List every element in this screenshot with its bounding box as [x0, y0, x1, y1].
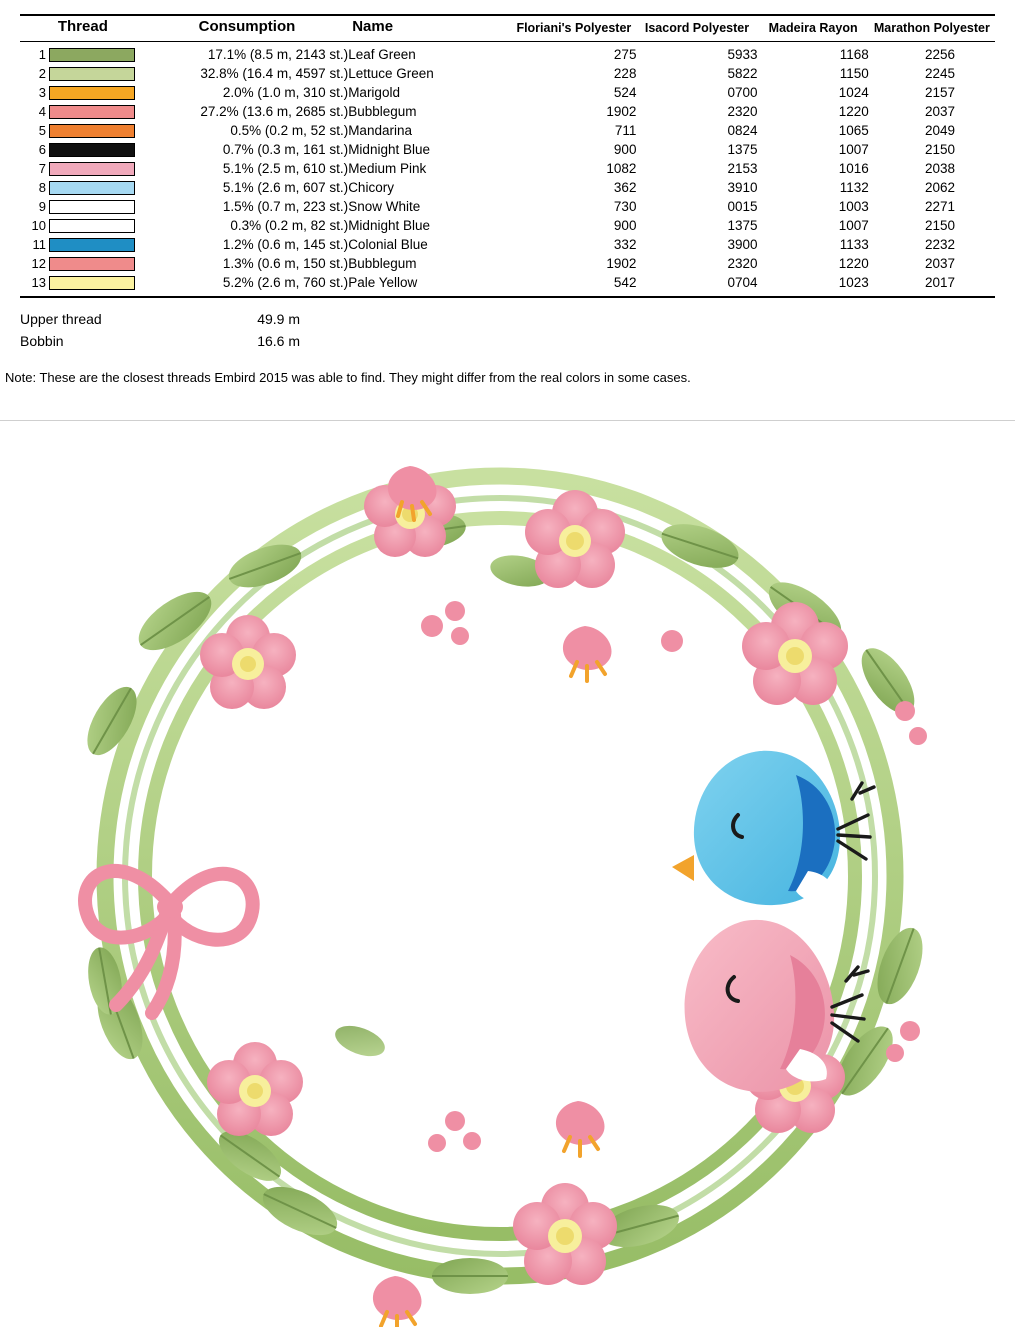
isacord-code: 3910: [727, 180, 758, 195]
floriani-code: 275: [613, 47, 637, 62]
upper-thread-value: 49.9 m: [257, 311, 300, 327]
thread-consumption: 5.1% (2.5 m, 610 st.): [222, 161, 349, 176]
floriani-code: 1902: [606, 104, 637, 119]
thread-name: Midnight Blue: [348, 142, 430, 157]
floriani-code: 1902: [606, 256, 637, 271]
table-row: [20, 42, 995, 65]
table-row: [20, 140, 995, 159]
col-header-thread: Thread: [57, 18, 108, 35]
marathon-code: 2150: [924, 142, 955, 157]
thread-index: 4: [38, 104, 46, 119]
thread-table: [20, 14, 995, 292]
thread-consumption: 5.2% (2.6 m, 760 st.): [222, 275, 349, 290]
table-top-rule: [20, 15, 995, 42]
isacord-code: 5933: [727, 47, 758, 62]
thread-consumption: 27.2% (13.6 m, 2685 st.): [200, 104, 349, 119]
thread-consumption: 1.2% (0.6 m, 145 st.): [222, 237, 349, 252]
thread-swatch-cell: [20, 140, 146, 159]
thread-consumption: 2.0% (1.0 m, 310 st.): [222, 85, 349, 100]
floriani-code: 524: [613, 85, 637, 100]
color-swatch: [49, 238, 135, 252]
thread-swatch-cell: [20, 216, 146, 235]
thread-name: Mandarina: [348, 123, 412, 138]
floriani-code: 362: [613, 180, 637, 195]
isacord-code: 0704: [727, 275, 758, 290]
marathon-code: 2245: [924, 66, 955, 81]
totals-section: [20, 308, 1015, 352]
marathon-code: 2150: [924, 218, 955, 233]
floriani-code: 730: [613, 199, 637, 214]
madeira-code: 1132: [839, 180, 869, 195]
thread-swatch-cell: [20, 197, 146, 216]
col-header-floriani: Floriani's Polyester: [516, 21, 632, 35]
color-swatch: [49, 219, 135, 233]
floriani-code: 900: [613, 218, 637, 233]
color-swatch: [49, 200, 135, 214]
color-swatch: [49, 48, 135, 62]
color-swatch: [49, 105, 135, 119]
note-text: Note: These are the closest threads Embird 2015 was able to find. They might differ from the real colors in some cases.: [5, 370, 691, 385]
color-swatch: [49, 86, 135, 100]
col-header-name: Name: [352, 18, 394, 35]
color-swatch: [49, 67, 135, 81]
marathon-code: 2038: [924, 161, 955, 176]
marathon-code: 2157: [924, 85, 955, 100]
upper-thread-label: Upper thread: [20, 311, 102, 327]
color-swatch: [49, 257, 135, 271]
thread-swatch-cell: [20, 254, 146, 273]
col-header-madeira: Madeira Rayon: [768, 21, 858, 35]
madeira-code: 1024: [838, 85, 869, 100]
marathon-code: 2049: [924, 123, 955, 138]
thread-index: 1: [38, 47, 46, 62]
isacord-code: 1375: [727, 218, 758, 233]
thread-index: 7: [38, 161, 46, 176]
col-header-marathon: Marathon Polyester: [873, 21, 990, 35]
floriani-code: 900: [613, 142, 637, 157]
thread-index: 9: [38, 199, 46, 214]
thread-consumption: 17.1% (8.5 m, 2143 st.): [207, 47, 349, 62]
thread-swatch-cell: [20, 64, 146, 83]
table-row: [20, 216, 995, 235]
madeira-code: 1220: [838, 256, 869, 271]
floriani-code: 332: [613, 237, 637, 252]
thread-swatch-cell: [20, 273, 146, 292]
thread-table-section: [0, 0, 1015, 298]
table-row: [20, 64, 995, 83]
thread-swatch-cell: [20, 121, 146, 140]
color-swatch: [49, 181, 135, 195]
thread-swatch-cell: [20, 83, 146, 102]
thread-name: Bubblegum: [348, 256, 417, 271]
isacord-code: 0015: [727, 199, 758, 214]
thread-index: 6: [38, 142, 46, 157]
madeira-code: 1007: [838, 218, 869, 233]
marathon-code: 2062: [924, 180, 955, 195]
isacord-code: 0700: [727, 85, 758, 100]
thread-consumption: 0.7% (0.3 m, 161 st.): [222, 142, 349, 157]
thread-index: 8: [38, 180, 46, 195]
thread-name: Midnight Blue: [348, 218, 430, 233]
table-row: [20, 273, 995, 292]
marathon-code: 2037: [924, 104, 955, 119]
embroidery-design-preview: [0, 420, 1015, 1328]
table-row: [20, 235, 995, 254]
color-swatch: [49, 276, 135, 290]
madeira-code: 1007: [838, 142, 869, 157]
table-row: [20, 197, 995, 216]
thread-name: Lettuce Green: [348, 66, 434, 81]
color-swatch: [49, 143, 135, 157]
isacord-code: 3900: [727, 237, 758, 252]
wreath-artwork: [0, 421, 1015, 1327]
bobbin-label: Bobbin: [20, 333, 64, 349]
upper-thread-row: [20, 308, 1015, 330]
table-row: [20, 83, 995, 102]
thread-name: Snow White: [348, 199, 421, 214]
color-swatch: [49, 124, 135, 138]
table-row: [20, 121, 995, 140]
madeira-code: 1150: [839, 66, 869, 81]
col-header-isacord: Isacord Polyester: [644, 21, 750, 35]
thread-index: 10: [31, 218, 46, 233]
table-row: [20, 254, 995, 273]
thread-index: 12: [31, 256, 46, 271]
thread-consumption: 1.3% (0.6 m, 150 st.): [222, 256, 349, 271]
thread-swatch-cell: [20, 235, 146, 254]
thread-consumption: 5.1% (2.6 m, 607 st.): [222, 180, 349, 195]
marathon-code: 2037: [924, 256, 955, 271]
thread-swatch-cell: [20, 42, 146, 65]
color-swatch: [49, 162, 135, 176]
thread-swatch-cell: [20, 102, 146, 121]
bobbin-row: [20, 330, 1015, 352]
marathon-code: 2232: [924, 237, 955, 252]
isacord-code: 2153: [727, 161, 758, 176]
isacord-code: 2320: [727, 256, 758, 271]
table-row: [20, 102, 995, 121]
floriani-code: 228: [613, 66, 637, 81]
thread-consumption: 32.8% (16.4 m, 4597 st.): [200, 66, 349, 81]
madeira-code: 1133: [839, 237, 869, 252]
marathon-code: 2256: [924, 47, 955, 62]
isacord-code: 1375: [727, 142, 758, 157]
marathon-code: 2017: [924, 275, 955, 290]
thread-swatch-cell: [20, 159, 146, 178]
isacord-code: 5822: [727, 66, 758, 81]
thread-index: 2: [38, 66, 46, 81]
floriani-code: 542: [613, 275, 637, 290]
madeira-code: 1065: [838, 123, 869, 138]
thread-name: Marigold: [348, 85, 400, 100]
thread-index: 11: [32, 237, 46, 252]
isacord-code: 0824: [727, 123, 758, 138]
floriani-code: 1082: [606, 161, 637, 176]
thread-table-body: [20, 42, 995, 293]
madeira-code: 1016: [838, 161, 869, 176]
madeira-code: 1003: [838, 199, 869, 214]
thread-name: Bubblegum: [348, 104, 417, 119]
thread-index: 3: [38, 85, 46, 100]
thread-name: Pale Yellow: [348, 275, 418, 290]
thread-consumption: 0.5% (0.2 m, 52 st.): [230, 123, 349, 138]
thread-consumption: 1.5% (0.7 m, 223 st.): [222, 199, 349, 214]
marathon-code: 2271: [924, 199, 955, 214]
floriani-code: 711: [614, 123, 637, 138]
table-row: [20, 159, 995, 178]
col-header-consumption: Consumption: [198, 18, 296, 35]
thread-name: Chicory: [348, 180, 394, 195]
thread-consumption: 0.3% (0.2 m, 82 st.): [230, 218, 349, 233]
madeira-code: 1023: [838, 275, 869, 290]
thread-table-head: [20, 15, 995, 42]
thread-name: Medium Pink: [348, 161, 427, 176]
thread-swatch-cell: [20, 178, 146, 197]
bobbin-value: 16.6 m: [257, 333, 300, 349]
thread-name: Colonial Blue: [348, 237, 428, 252]
madeira-code: 1168: [839, 47, 869, 62]
table-row: [20, 178, 995, 197]
thread-index: 13: [31, 275, 46, 290]
thread-name: Leaf Green: [348, 47, 416, 62]
madeira-code: 1220: [838, 104, 869, 119]
table-bottom-rule: [20, 296, 995, 298]
isacord-code: 2320: [727, 104, 758, 119]
thread-index: 5: [38, 123, 46, 138]
